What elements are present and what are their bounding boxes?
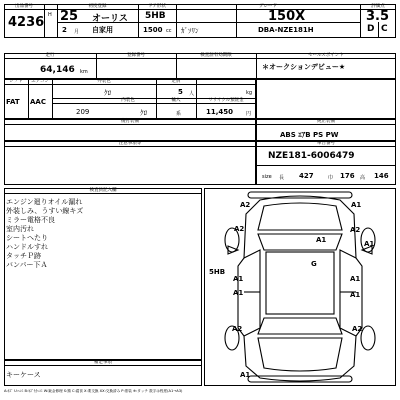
equipment-label: 純正装備	[317, 119, 335, 124]
interior-label: 内装色	[121, 98, 135, 103]
bottom-notes-label: 補足事項	[94, 360, 112, 365]
shift-label: シフト	[9, 79, 23, 84]
remark-8: バンパー下Ａ	[6, 261, 48, 269]
recycle-fee: 11,450	[206, 108, 234, 116]
recycle-unit: 円	[246, 111, 252, 117]
capacity-label: 定員	[171, 79, 181, 84]
interior-score: D	[367, 24, 375, 34]
interior-color: ｸﾛ	[140, 109, 147, 117]
mark-a1-right: A1	[364, 240, 375, 248]
mark-a2-top: A2	[240, 201, 251, 209]
remark-3: ミラー電格不良	[6, 216, 55, 224]
ac: AAC	[30, 98, 46, 106]
width-label: 巾	[328, 175, 334, 181]
seller-point-area	[256, 79, 396, 119]
inspection-label: 検査証有効期限	[200, 53, 232, 58]
shift: FAT	[6, 98, 20, 106]
score: 3.5	[366, 9, 390, 24]
year-label: 初度登録	[88, 4, 107, 9]
door-label: ドア形状	[148, 4, 166, 9]
mileage-label: 走行	[45, 53, 55, 58]
remark-4: 室内汚れ	[6, 225, 34, 233]
mark-a1-r1: A1	[350, 275, 361, 283]
remark-1: エンジン廻りオイル漏れ	[6, 198, 83, 206]
mark-a2-bl: A2	[232, 325, 243, 333]
car-name: オーリス	[92, 14, 128, 24]
chassis-number: NZE181-6006479	[268, 151, 355, 161]
height-label: 高	[360, 175, 366, 181]
month-unit: 月	[74, 29, 80, 35]
model-code: DBA-NZE181H	[258, 26, 314, 34]
mark-a1-l2: A1	[233, 289, 244, 297]
kg-unit: kg	[246, 90, 253, 96]
ac-label: エアコン	[31, 79, 49, 84]
capacity-unit: 人	[189, 91, 195, 97]
door-type: 5HB	[145, 11, 166, 21]
recycle-label: リサイクル預託金	[208, 98, 244, 103]
mark-a1-r2: A1	[350, 291, 361, 299]
length: 427	[299, 172, 314, 180]
size-label: size	[262, 174, 272, 180]
bottom-note: キーケース	[6, 371, 41, 379]
era: H	[48, 12, 52, 18]
score-label: 評価点	[371, 4, 385, 9]
after-install-label: 後付装備	[121, 119, 139, 124]
length-label: 長	[279, 175, 285, 181]
mark-a1-mid: A1	[316, 236, 327, 244]
equipment: ABS ｴｱB PS PW	[280, 131, 339, 139]
lot-label: 出品番号	[15, 4, 33, 9]
mark-a1-l1: A1	[233, 275, 244, 283]
year: 25	[60, 9, 79, 24]
legend: A:ｷｽﾞ U:ﾍｺﾐ B:ｷｽﾞ付ﾍｺﾐ W:鈑金修理 S:錆 C:腐食 X:要交換 XX:交換済み P:塗装 ※:タッチ 数字は程度(A1→A3)	[4, 389, 183, 393]
usage: 自家用	[92, 26, 113, 34]
color-label: 外装色	[97, 79, 111, 84]
color-code: 209	[76, 108, 90, 116]
registration-label: 登録番号	[127, 53, 145, 58]
mark-g: G	[311, 260, 317, 268]
remark-5: シートへたり	[6, 234, 48, 242]
notes-label: 注意事項等	[118, 141, 142, 146]
seller-point-text: ＊オークションデビュー★	[262, 63, 346, 71]
capacity: 5	[178, 88, 183, 96]
mark-a2-br: A2	[352, 325, 363, 333]
remark-7: タッチＰ跡	[6, 252, 41, 260]
import-label: 輸入	[171, 98, 181, 103]
lot-number: 4236	[8, 15, 45, 30]
chassis-label: 車台番号	[317, 141, 335, 146]
mark-a2-right: A2	[350, 226, 361, 234]
mark-a1-bottom: A1	[240, 371, 251, 379]
car-diagram	[204, 188, 396, 386]
color: ｸﾛ	[104, 89, 111, 97]
month: 2	[62, 26, 67, 34]
width: 176	[340, 172, 355, 180]
mark-5hb: 5HB	[209, 268, 226, 276]
mark-a1-top: A1	[351, 201, 362, 209]
seller-point-label: セールスポイント	[308, 53, 344, 58]
grade: 150X	[268, 9, 306, 24]
remark-6: ハンドルすれ	[6, 243, 48, 251]
cc-unit: cc	[166, 28, 172, 34]
mark-a2-left: A2	[234, 225, 245, 233]
grade-label: グレード	[259, 4, 277, 9]
fuel: ｶﾞｿﾘﾝ	[181, 27, 199, 35]
inspector-notes-label: 検査員記入欄	[89, 188, 117, 193]
notes-area	[4, 141, 256, 185]
exterior-score: C	[381, 24, 388, 34]
mileage: 64,146	[40, 65, 75, 75]
remark-2: 外装しみ、うすい線キズ	[6, 207, 84, 215]
mileage-unit: km	[80, 69, 88, 75]
height: 146	[374, 172, 389, 180]
displacement: 1500	[143, 26, 163, 34]
interior-suffix: 系	[176, 111, 182, 117]
